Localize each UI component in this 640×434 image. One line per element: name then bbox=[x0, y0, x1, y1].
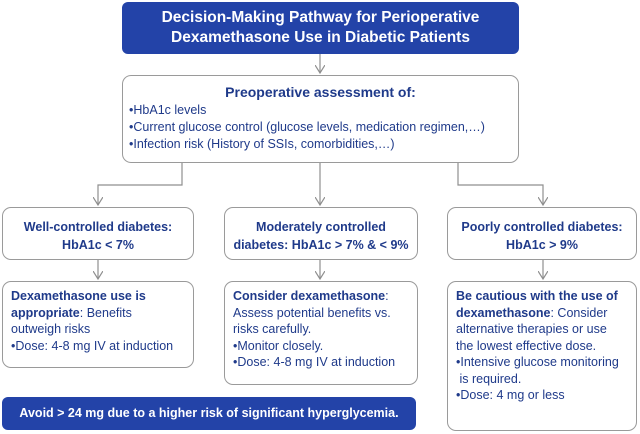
rec-poor-dose: •Dose: 4 mg or less bbox=[456, 388, 565, 402]
rec-well-dose: •Dose: 4-8 mg IV at induction bbox=[11, 338, 174, 353]
assessment-item-infection: •Infection risk (History of SSIs, comorbidities,…) bbox=[129, 137, 395, 151]
title-line-2: Dexamethasone Use in Diabetic Patients bbox=[171, 29, 470, 46]
rec-poor-line-4: the lowest effective dose. bbox=[456, 338, 597, 353]
category-well-line-2: HbA1c < 7% bbox=[62, 238, 134, 252]
rec-poor-text-2: : Consider bbox=[550, 305, 608, 320]
rec-moderate-text-1: : bbox=[385, 289, 389, 303]
recommendation-moderately-controlled bbox=[224, 281, 418, 385]
rec-poor-monitoring-cont: is required. bbox=[456, 371, 522, 386]
category-well-line-1: Well-controlled diabetes: bbox=[23, 220, 173, 234]
rec-moderate-line-2: Assess potential benefits vs. bbox=[233, 305, 391, 320]
rec-poor-monitoring: •Intensive glucose monitoring bbox=[456, 355, 619, 369]
rec-poor-bold-1: Be cautious with the use of bbox=[456, 289, 618, 303]
rec-moderate-line-3: risks carefully. bbox=[233, 322, 312, 336]
arrow-assessment-to-well bbox=[98, 163, 182, 205]
arrow-assessment-to-poor bbox=[458, 163, 543, 205]
rec-well-text-2: : Benefits bbox=[79, 305, 132, 320]
category-moderately-controlled bbox=[224, 207, 418, 260]
diagram-title bbox=[122, 2, 519, 54]
category-moderate-line-1: Moderately controlled bbox=[256, 220, 386, 234]
category-poorly-controlled bbox=[447, 207, 637, 260]
assessment-heading: Preoperative assessment of: bbox=[225, 84, 416, 100]
category-well-controlled bbox=[2, 207, 194, 260]
category-poor-line-2: HbA1c > 9% bbox=[506, 238, 578, 252]
recommendation-poorly-controlled bbox=[447, 281, 637, 431]
assessment-item-hba1c: •HbA1c levels bbox=[129, 103, 207, 117]
rec-poor-line-3: alternative therapies or use bbox=[456, 322, 607, 336]
rec-moderate-monitor: •Monitor closely. bbox=[233, 338, 324, 353]
rec-moderate-dose: •Dose: 4-8 mg IV at induction bbox=[233, 355, 396, 369]
rec-moderate-bold-1: Consider dexamethasone bbox=[233, 289, 386, 303]
assessment-item-glucose: •Current glucose control (glucose levels, medication regimen,…) bbox=[129, 120, 485, 134]
title-line-1: Decision-Making Pathway for Perioperative bbox=[161, 9, 480, 26]
category-moderate-line-2: diabetes: HbA1c > 7% & < 9% bbox=[233, 238, 409, 252]
assessment-box bbox=[122, 75, 519, 163]
category-poor-line-1: Poorly controlled diabetes: bbox=[461, 220, 623, 234]
rec-poor-bold-2: dexamethasone bbox=[456, 305, 551, 320]
rec-well-bold-2: appropriate bbox=[11, 305, 80, 320]
dose-warning-banner: Avoid > 24 mg due to a higher risk of significant hyperglycemia. bbox=[2, 397, 416, 430]
rec-well-bold-1: Dexamethasone use is bbox=[11, 289, 146, 303]
recommendation-well-controlled bbox=[2, 281, 194, 368]
rec-well-line-3: outweigh risks bbox=[11, 322, 91, 336]
